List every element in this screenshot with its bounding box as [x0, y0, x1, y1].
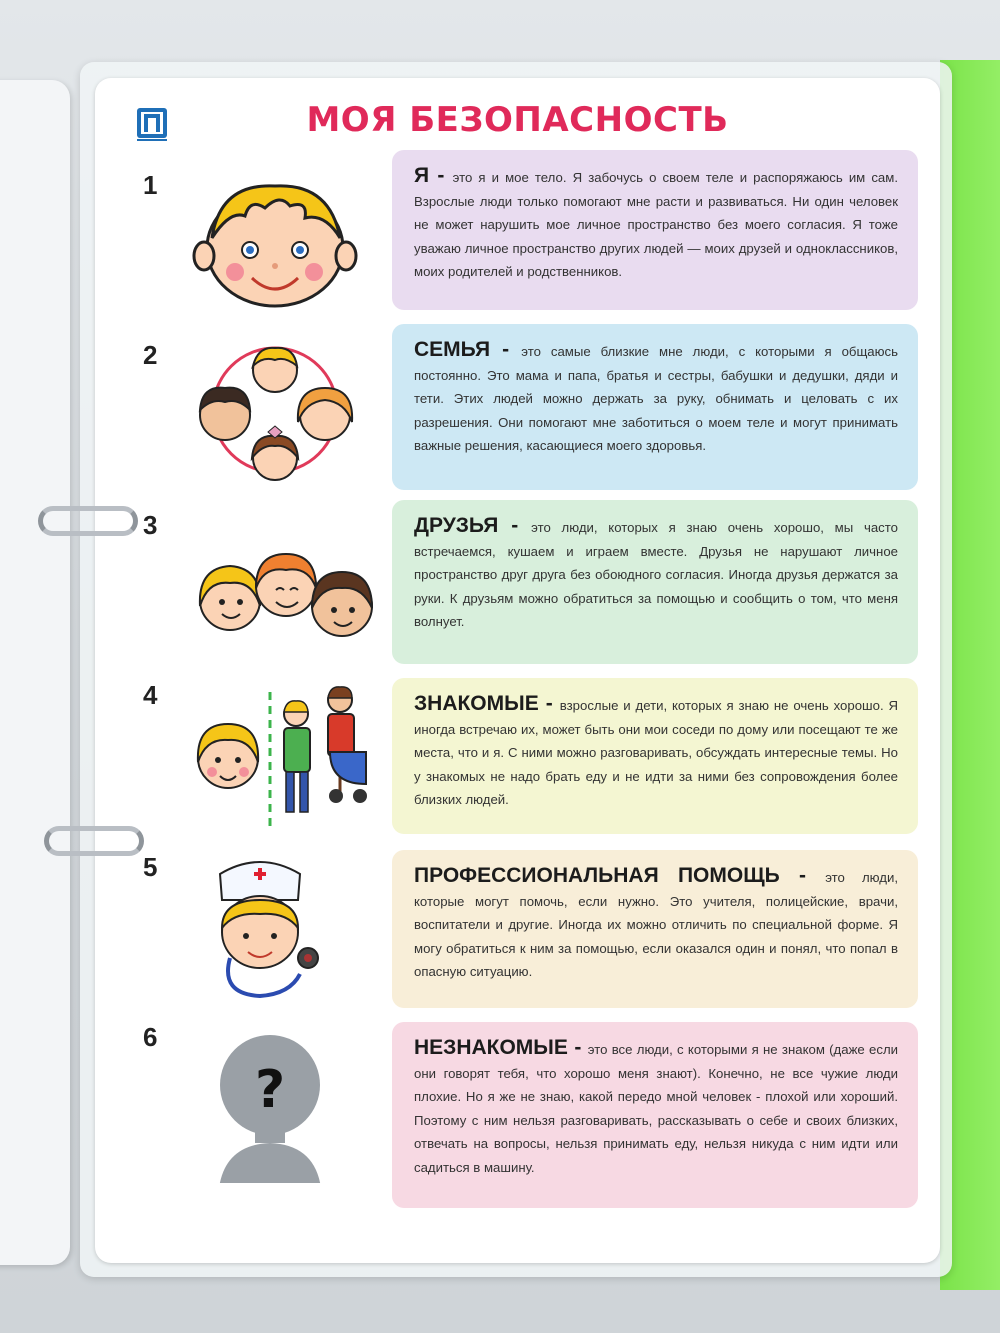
section-number-3: 3 [143, 510, 158, 540]
section-term: Я [414, 164, 430, 187]
section-text: это люди, которых я знаю очень хорошо, мы часто встречаемся, кушаем и играем вместе. Друзья не нарушают личное пространство друг друга без обоюдного согласия. Иногда друзья держатся за руки. К друзьям можно обратиться за помощью и сообщить о том, что меня волнует. [414, 520, 898, 629]
section-term: ДРУЗЬЯ [414, 514, 499, 537]
section-card-1: Я - это я и мое тело. Я забочусь о своем теле и распоряжаюсь им сам. Взрослые люди только помогают мне расти и развиваться. Ни один человек не может нарушить мое личное пространство без моего согласия. Я тоже уважаю личное пространство других людей — моих друзей и одноклассников, моих родителей и родственников. [392, 150, 918, 310]
section-card-6: НЕЗНАКОМЫЕ - это все люди, с которыми я не знаком (даже если они говорят тебя, что хорошо меня знают). Конечно, не все чужие люди плохие. Но я же не знаю, какой передо мной человек - плохой или хороший. Поэтому с ним нельзя разговаривать, рассказывать о себе и своих близких, отвечать на вопросы, нельзя принимать еду, нельзя никуда с ним идти или садиться в машину. [392, 1022, 918, 1208]
section-text: это самые близкие мне люди, с которыми я общаюсь постоянно. Это мама и папа, братья и сестры, бабушки и дедушки, дяди и тети. Этих людей можно держать за руку, обнимать и целовать с их разрешения. Они помогают мне заботиться о моем теле и могут принимать важные решения, касающиеся моего здоровья. [414, 344, 898, 453]
section-text: взрослые и дети, которых я знаю не очень хорошо. Я иногда встречаю их, может быть они мои соседи по дому или посещают те же места, что и я. С ними можно разговаривать, обсуждать интересные темы. Но у знакомых не надо брать еду и не идти за ними без сопровождения более близких людей. [414, 698, 898, 807]
section-number-6: 6 [143, 1022, 158, 1052]
section-text: это я и мое тело. Я забочусь о своем теле и распоряжаюсь им сам. Взрослые люди только помогают мне расти и развиваться. Ни один человек не может нарушить мое личное пространство без моего согласия. Я тоже уважаю личное пространство других людей — моих друзей и одноклассников, моих родителей и родственников. [414, 170, 898, 279]
section-number-2: 2 [143, 340, 158, 370]
section-term: ЗНАКОМЫЕ [414, 692, 539, 715]
section-card-2: СЕМЬЯ - это самые близкие мне люди, с которыми я общаюсь постоянно. Это мама и папа, братья и сестры, бабушки и дедушки, дяди и тети. Этих людей можно держать за руку, обнимать и целовать с их разрешения. Они помогают мне заботиться о моем теле и могут принимать важные решения, касающиеся моего здоровья. [392, 324, 918, 490]
question-mark: ? [255, 1060, 286, 1120]
friends-icon [190, 528, 390, 678]
section-term: НЕЗНАКОМЫЕ [414, 1036, 568, 1059]
family-circle-icon [190, 340, 390, 490]
section-text: это все люди, с которыми я не знаком (даже если они говорят тебя, что хорошо меня знают). Конечно, не все чужие люди плохие. Но я же не знаю, какой передо мной человек - плохой или хороший. Поэтому с ним нельзя разговаривать, рассказывать о себе и своих близких, отвечать на вопросы, нельзя принимать еду, нельзя никуда с ним идти или садиться в машину. [414, 1042, 899, 1175]
section-card-3: ДРУЗЬЯ - это люди, которых я знаю очень хорошо, мы часто встречаемся, кушаем и играем вместе. Друзья не нарушают личное пространство друг друга без обоюдного согласия. Иногда друзья держатся за руки. К друзьям можно обратиться за помощью и сообщить о том, что меня волнует. [392, 500, 918, 664]
acquaintances-icon [190, 684, 390, 834]
section-number-1: 1 [143, 170, 158, 200]
nurse-icon [190, 854, 390, 1004]
section-card-4: ЗНАКОМЫЕ - взрослые и дети, которых я знаю не очень хорошо. Я иногда встречаю их, может быть они мои соседи по дому или посещают те же места, что и я. С ними можно разговаривать, обсуждать интересные темы. Но у знакомых не надо брать еду и не идти за ними без сопровождения более близких людей. [392, 678, 918, 834]
page-title: МОЯ БЕЗОПАСНОСТЬ [306, 100, 729, 140]
binder-ring-bottom [44, 826, 144, 856]
poster-page [95, 78, 940, 1263]
boy-face-icon [190, 168, 390, 318]
binder-ring-top [38, 506, 138, 536]
section-number-5: 5 [143, 852, 158, 882]
section-text: это люди, которые могут помочь, если нужно. Это учителя, полицейские, врачи, воспитатели и другие. Иногда их можно отличить по специальной форме. Я могу обратиться к ним за помощью, если оказался один и понял, что попал в опасную ситуацию. [414, 870, 898, 979]
section-number-4: 4 [143, 680, 158, 710]
section-term: СЕМЬЯ [414, 338, 491, 361]
left-page [0, 80, 70, 1265]
stranger-icon [190, 1033, 390, 1183]
section-card-5: ПРОФЕССИОНАЛЬНАЯ ПОМОЩЬ - это люди, которые могут помочь, если нужно. Это учителя, полицейские, врачи, воспитатели и другие. Иногда их можно отличить по специальной форме. Я могу обратиться к ним за помощью, если оказался один и понял, что попал в опасную ситуацию. [392, 850, 918, 1008]
section-term: ПРОФЕССИОНАЛЬНАЯ ПОМОЩЬ [414, 864, 780, 887]
